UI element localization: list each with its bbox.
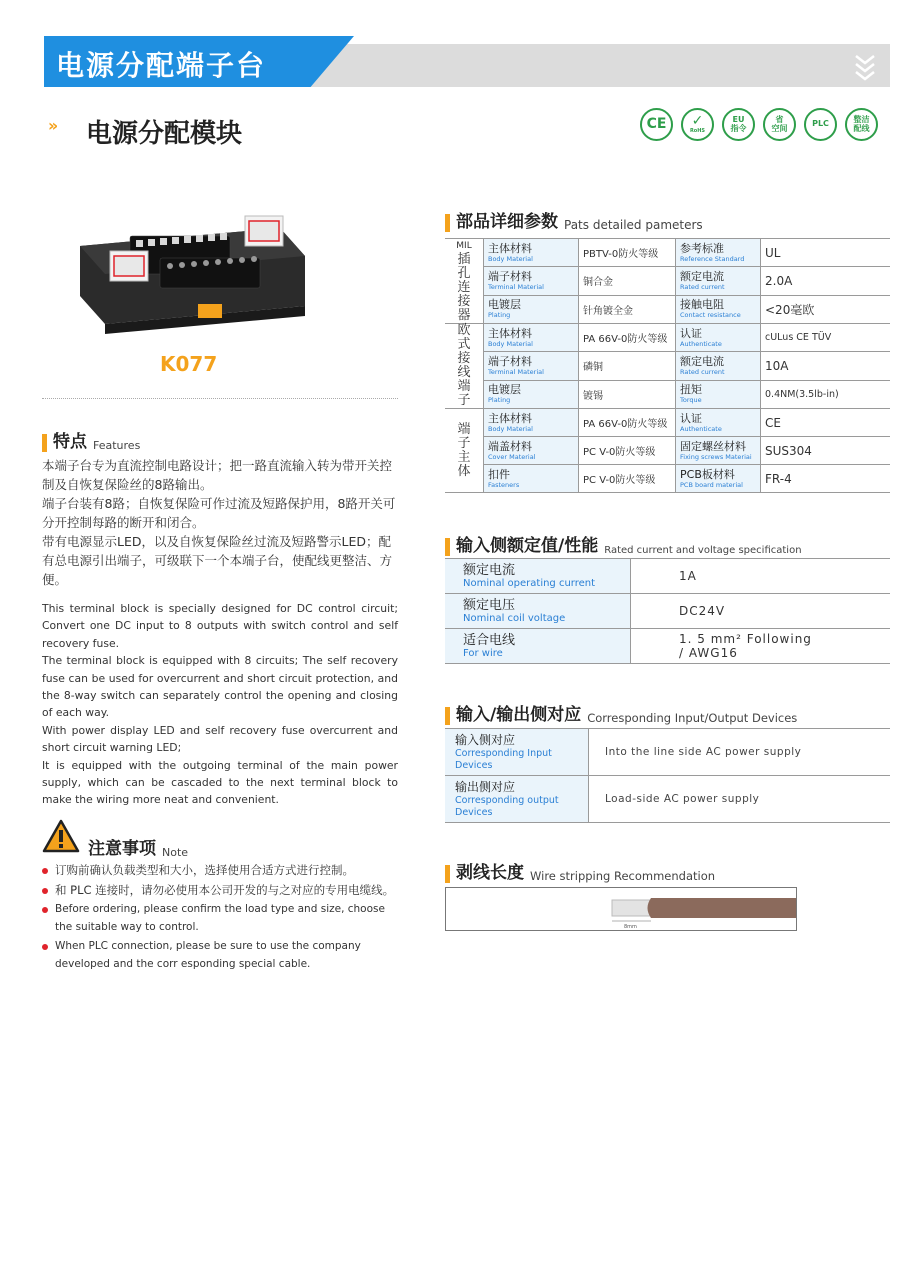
table-key <box>484 409 579 437</box>
table-key <box>445 729 589 776</box>
key-en: Fixing screws Materiai <box>680 452 752 461</box>
key-en: Fasteners <box>488 480 520 489</box>
table-key <box>676 380 761 408</box>
rated-heading <box>445 531 802 556</box>
key-en: Cover Material <box>488 452 536 461</box>
features-cn-paragraph: 本端子台专为直流控制电路设计；把一路直流输入转为带开关控制及自恢复保险丝的8路输出。 <box>42 458 393 492</box>
io-title-en: Corresponding Input/Output Devices <box>587 711 798 725</box>
key-cn: 额定电流 <box>463 562 516 578</box>
key-cn: 电镀层 <box>488 298 521 312</box>
key-en: Plating <box>488 396 511 405</box>
key-en: Authenticate <box>680 339 722 348</box>
table-value: Into the line side AC power supply <box>589 729 891 776</box>
group-label <box>445 324 484 409</box>
value-line: / AWG16 <box>679 646 738 660</box>
strip-length-label: 8mm <box>624 924 637 930</box>
table-value: 铜合金 <box>579 267 676 295</box>
table-key <box>676 409 761 437</box>
table-value <box>631 629 891 664</box>
note-text: 订购前确认负载类型和大小，选择使用合适方式进行控制。 <box>55 863 354 877</box>
key-cn: 固定螺丝材料 <box>680 439 746 453</box>
key-cn: 参考标准 <box>680 241 724 255</box>
key-cn: 主体材料 <box>488 326 532 340</box>
key-cn: 额定电流 <box>680 269 724 283</box>
table-key <box>676 465 761 493</box>
key-en: Body Material <box>488 339 533 348</box>
table-row <box>445 409 890 437</box>
table-key <box>484 352 579 380</box>
table-key <box>676 239 761 267</box>
table-value: Load-side AC power supply <box>589 776 891 823</box>
note-text: When PLC connection, please be sure to use the company developed and the corr esponding special cable. <box>55 940 361 970</box>
key-cn: 适合电线 <box>463 632 516 648</box>
list-item <box>42 901 398 936</box>
key-en: Terminal Material <box>488 367 544 376</box>
table-value: PBTV-0防火等级 <box>579 239 676 267</box>
warning-icon <box>42 819 80 853</box>
parts-title-en: Pats detailed pameters <box>564 218 703 232</box>
key-en: Nominal operating current <box>463 577 596 589</box>
table-value: 镀锡 <box>579 380 676 408</box>
table-row <box>445 776 890 823</box>
key-cn: 输出侧对应 <box>455 779 516 794</box>
wire-strip-drawing <box>446 888 796 930</box>
table-value: PA 66V-0防火等级 <box>579 409 676 437</box>
key-cn: 端子材料 <box>488 354 532 368</box>
page-title: 电源分配端子台 <box>56 49 267 82</box>
note-text: 和 PLC 连接时，请勿必使用本公司开发的与之对应的专用电缆线。 <box>55 882 395 897</box>
key-en: Torque <box>680 396 702 405</box>
table-row <box>445 295 890 323</box>
table-key <box>676 267 761 295</box>
section-marker <box>445 707 450 725</box>
key-en: Reference Standard <box>680 254 745 263</box>
key-cn: 扭矩 <box>680 383 702 397</box>
key-en: Nominal coil voltage <box>463 612 566 624</box>
features-heading <box>42 427 140 452</box>
list-item <box>42 862 398 880</box>
table-key <box>484 437 579 465</box>
table-value: 0.4NM(3.5lb-in) <box>761 380 891 408</box>
key-en: Authenticate <box>680 424 722 433</box>
key-cn: 输入侧对应 <box>455 732 516 747</box>
section-marker <box>445 538 450 556</box>
table-row <box>445 437 890 465</box>
key-en: Terminal Material <box>488 282 544 291</box>
key-cn: 额定电压 <box>463 597 516 613</box>
rated-title-en: Rated current and voltage specification <box>604 545 802 556</box>
wire-heading <box>445 858 715 883</box>
wire-diagram <box>445 887 797 931</box>
key-cn: 电镀层 <box>488 383 521 397</box>
rated-table <box>445 558 890 664</box>
table-row <box>445 594 890 629</box>
space-icon: 省 空间 <box>763 108 796 141</box>
key-en: Contact resistance <box>680 311 741 320</box>
table-value: <20毫欧 <box>761 295 891 323</box>
features-cn <box>42 456 398 589</box>
notes-title: 注意事项 <box>88 839 156 859</box>
key-cn: 额定电流 <box>680 354 724 368</box>
table-key <box>676 352 761 380</box>
features-en-paragraph: With power display LED and self recovery fuse overcurrent and short circuit warning LED; <box>42 723 398 755</box>
divider <box>42 398 398 399</box>
table-row <box>445 629 890 664</box>
table-value: PA 66V-0防火等级 <box>579 324 676 352</box>
value-line: 1. 5 mm² Following <box>679 632 812 646</box>
table-key <box>445 629 631 664</box>
notes-list <box>42 862 398 975</box>
table-value: 1A <box>631 559 891 594</box>
parts-table <box>445 238 890 493</box>
group-label-top: MIL <box>456 241 472 251</box>
key-cn: 端盖材料 <box>488 439 532 453</box>
notes-title-en: Note <box>162 846 189 859</box>
double-arrow-icon: ›› <box>48 116 56 135</box>
key-cn: 端子材料 <box>488 269 532 283</box>
table-value: CE <box>761 409 891 437</box>
table-key <box>484 295 579 323</box>
key-en: Corresponding output Devices <box>455 794 559 818</box>
key-en: Corresponding Input Devices <box>455 747 552 771</box>
key-en: Body Material <box>488 254 533 263</box>
table-value: 磷铜 <box>579 352 676 380</box>
check-icon: ✓ RoHS <box>681 108 714 141</box>
key-cn: 扣件 <box>488 467 510 481</box>
key-en: Rated current <box>680 282 725 291</box>
bullet-icon <box>42 868 48 874</box>
bullet-icon <box>42 907 48 913</box>
io-table <box>445 728 890 823</box>
features-cn-paragraph: 带有电源显示LED，以及自恢复保险丝过流及短路警示LED；配有总电源引出端子，可级联下一个本端子台，使配线更整洁、方便。 <box>42 534 393 587</box>
group-label <box>445 239 484 324</box>
section-marker <box>445 214 450 232</box>
notes-heading <box>88 834 188 859</box>
table-row <box>445 380 890 408</box>
table-value: 针角镀全金 <box>579 295 676 323</box>
note-text: Before ordering, please confirm the load type and size, choose the suitable way to control. <box>55 903 385 933</box>
bullet-icon <box>42 944 48 950</box>
table-value: SUS304 <box>761 437 891 465</box>
section-marker <box>42 434 47 452</box>
list-item <box>42 938 398 973</box>
key-en: For wire <box>463 647 503 659</box>
parts-title: 部品详细参数 <box>456 212 558 232</box>
features-en <box>42 600 398 809</box>
io-title: 输入/输出侧对应 <box>456 705 582 725</box>
rated-title: 输入侧额定值/性能 <box>456 536 599 556</box>
plc-icon: PLC <box>804 108 837 141</box>
features-en-paragraph: This terminal block is specially designed for DC control circuit; Convert one DC input to 8 outputs with switch control and self recovery fuse. <box>42 602 398 650</box>
cert-icons <box>640 108 878 141</box>
wiring-icon: 整洁 配线 <box>845 108 878 141</box>
io-heading <box>445 700 797 725</box>
table-value: FR-4 <box>761 465 891 493</box>
key-cn: 认证 <box>680 326 702 340</box>
table-key <box>484 239 579 267</box>
group-label <box>445 409 484 493</box>
table-value: PC V-0防火等级 <box>579 437 676 465</box>
key-en: Rated current <box>680 367 725 376</box>
group-label-text: 欧 式 接 线 端 子 <box>457 323 471 408</box>
table-row <box>445 465 890 493</box>
table-row <box>445 559 890 594</box>
key-en: PCB board material <box>680 480 743 489</box>
product-image <box>70 196 320 336</box>
table-value: PC V-0防火等级 <box>579 465 676 493</box>
section-title: 电源分配模块 <box>86 119 243 149</box>
table-value: cULus CE TÜV <box>761 324 891 352</box>
table-key <box>484 267 579 295</box>
list-item <box>42 882 398 900</box>
chevron-down-icon <box>852 50 878 82</box>
features-en-paragraph: It is equipped with the outgoing terminal of the main power supply, which can be cascaded to the next terminal block to make the wiring more neat and convenient. <box>42 758 398 807</box>
features-en-paragraph: The terminal block is equipped with 8 circuits; The self recovery fuse can be used for overcurrent and short circuit protection, and the 8-way switch can separately control the opening and closing of each way. <box>42 654 398 720</box>
ce-icon: CE <box>640 108 673 141</box>
key-cn: 主体材料 <box>488 241 532 255</box>
table-key <box>676 437 761 465</box>
key-cn: 主体材料 <box>488 411 532 425</box>
product-model: K077 <box>160 352 218 376</box>
section-marker <box>445 865 450 883</box>
features-title-en: Features <box>93 439 141 452</box>
table-value: 2.0A <box>761 267 891 295</box>
key-en: Body Material <box>488 424 533 433</box>
key-cn: 认证 <box>680 411 702 425</box>
table-key <box>445 559 631 594</box>
table-key <box>484 465 579 493</box>
table-row <box>445 239 890 267</box>
table-key <box>445 594 631 629</box>
bullet-icon <box>42 888 48 894</box>
features-cn-paragraph: 端子台装有8路；自恢复保险可作过流及短路保护用，8路开关可分开控制每路的断开和闭合。 <box>42 496 396 530</box>
group-label-text: 端 子 主 体 <box>457 421 471 479</box>
key-cn: PCB板材料 <box>680 467 735 481</box>
table-value: DC24V <box>631 594 891 629</box>
group-label-text: 插 孔 连 接 器 <box>457 252 471 323</box>
parts-heading <box>445 207 703 232</box>
table-value: 10A <box>761 352 891 380</box>
table-row <box>445 352 890 380</box>
features-title: 特点 <box>53 432 87 452</box>
table-row <box>445 324 890 352</box>
table-key <box>676 295 761 323</box>
wire-title-en: Wire stripping Recommendation <box>530 869 716 883</box>
key-cn: 接触电阻 <box>680 298 724 312</box>
table-row <box>445 267 890 295</box>
table-key <box>484 380 579 408</box>
eu-icon: EU 指令 <box>722 108 755 141</box>
table-key <box>676 324 761 352</box>
table-value: UL <box>761 239 891 267</box>
table-row <box>445 729 890 776</box>
key-en: Plating <box>488 311 511 320</box>
table-key <box>484 324 579 352</box>
wire-title: 剥线长度 <box>456 863 524 883</box>
table-key <box>445 776 589 823</box>
